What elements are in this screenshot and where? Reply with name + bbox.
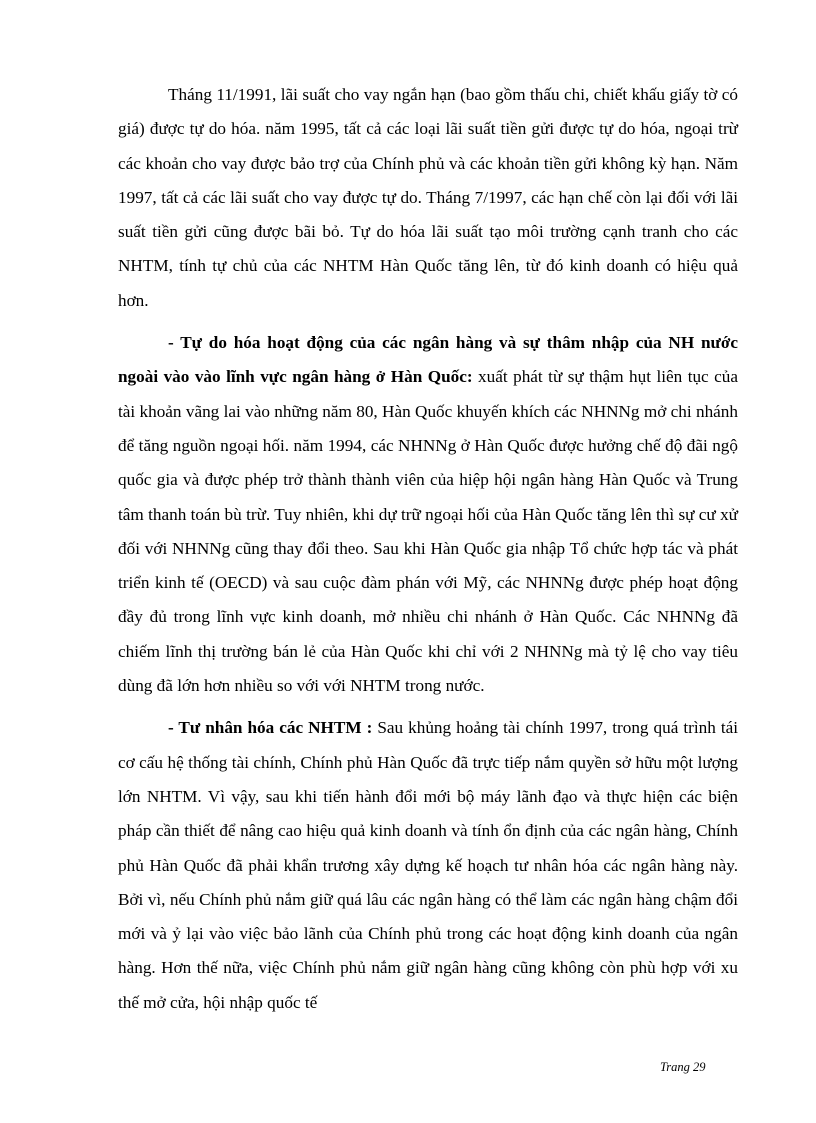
paragraph-lead-heading: - Tư nhân hóa các NHTM : [168,718,373,738]
paragraph-text: Tháng 11/1991, lãi suất cho vay ngắn hạn (bao gồm thấu chi, chiết khấu giấy tờ có giá) được tự do hóa. năm 1995, tất cả các loại lãi suất tiền gửi được tự do hóa, ngoại trừ các khoản cho vay được bảo trợ của Chính phủ và các khoản tiền gửi không kỳ hạn. Năm 1997, tất cả các lãi suất cho vay được tự do. Tháng 7/1997, các hạn chế còn lại đối với lãi suất tiền gửi cũng được bãi bỏ. Tự do hóa lãi suất tạo môi trường cạnh tranh cho các NHTM, tính tự chủ của các NHTM Hàn Quốc tăng lên, từ đó kinh doanh có hiệu quả hơn. [118,85,738,310]
document-body [118,78,738,1020]
paragraph-text: Sau khủng hoảng tài chính 1997, trong quá trình tái cơ cấu hệ thống tài chính, Chính phủ Hàn Quốc đã trực tiếp nắm quyền sở hữu một lượng lớn NHTM. Vì vậy, sau khi tiến hành đổi mới bộ máy lãnh đạo và thực hiện các biện pháp cần thiết để nâng cao hiệu quả kinh doanh và tính ổn định của các ngân hàng, Chính phủ Hàn Quốc đã phải khẩn trương xây dựng kế hoạch tư nhân hóa các ngân hàng này. Bởi vì, nếu Chính phủ nắm giữ quá lâu các ngân hàng có thể làm các ngân hàng chậm đổi mới và ỷ lại vào việc bảo lãnh của Chính phủ trong các hoạt động kinh doanh của ngân hàng. Hơn thế nữa, việc Chính phủ nắm giữ ngân hàng cũng không còn phù hợp với xu thế mở cửa, hội nhập quốc tế [118,718,739,1012]
paragraph-text: xuất phát từ sự thậm hụt liên tục của tài khoản vãng lai vào những năm 80, Hàn Quốc khuyến khích các NHNNg mở chi nhánh để tăng nguồn ngoại hối. năm 1994, các NHNNg ở Hàn Quốc được hưởng chế độ đãi ngộ quốc gia và được phép trở thành thành viên của hiệp hội ngân hàng Hàn Quốc và Trung tâm thanh toán bù trừ. Tuy nhiên, khi dự trữ ngoại hối của Hàn Quốc tăng lên thì sự cư xử đối với NHNNg cũng thay đổi theo. Sau khi Hàn Quốc gia nhập Tổ chức hợp tác và phát triển kinh tế (OECD) và sau cuộc đàm phán với Mỹ, các NHNNg được phép hoạt động đầy đủ trong lĩnh vực kinh doanh, mở nhiều chi nhánh ở Hàn Quốc. Các NHNNg đã chiếm lĩnh thị trường bán lẻ của Hàn Quốc khi chỉ với 2 NHNNg mà tỷ lệ cho vay tiêu dùng đã lớn hơn nhiều so với với NHTM trong nước. [118,367,739,696]
paragraph-bank-privatization [118,711,738,1020]
paragraph-bank-liberalization-foreign-entry [118,326,738,703]
page-number: Trang 29 [660,1060,706,1074]
paragraph-lead-heading: - Tự do hóa hoạt động của các ngân hàng và sự thâm nhập của NH nước ngoài vào vào lĩnh vực ngân hàng ở Hàn Quốc: [118,333,738,387]
paragraph-interest-rate-liberalization [118,78,738,318]
